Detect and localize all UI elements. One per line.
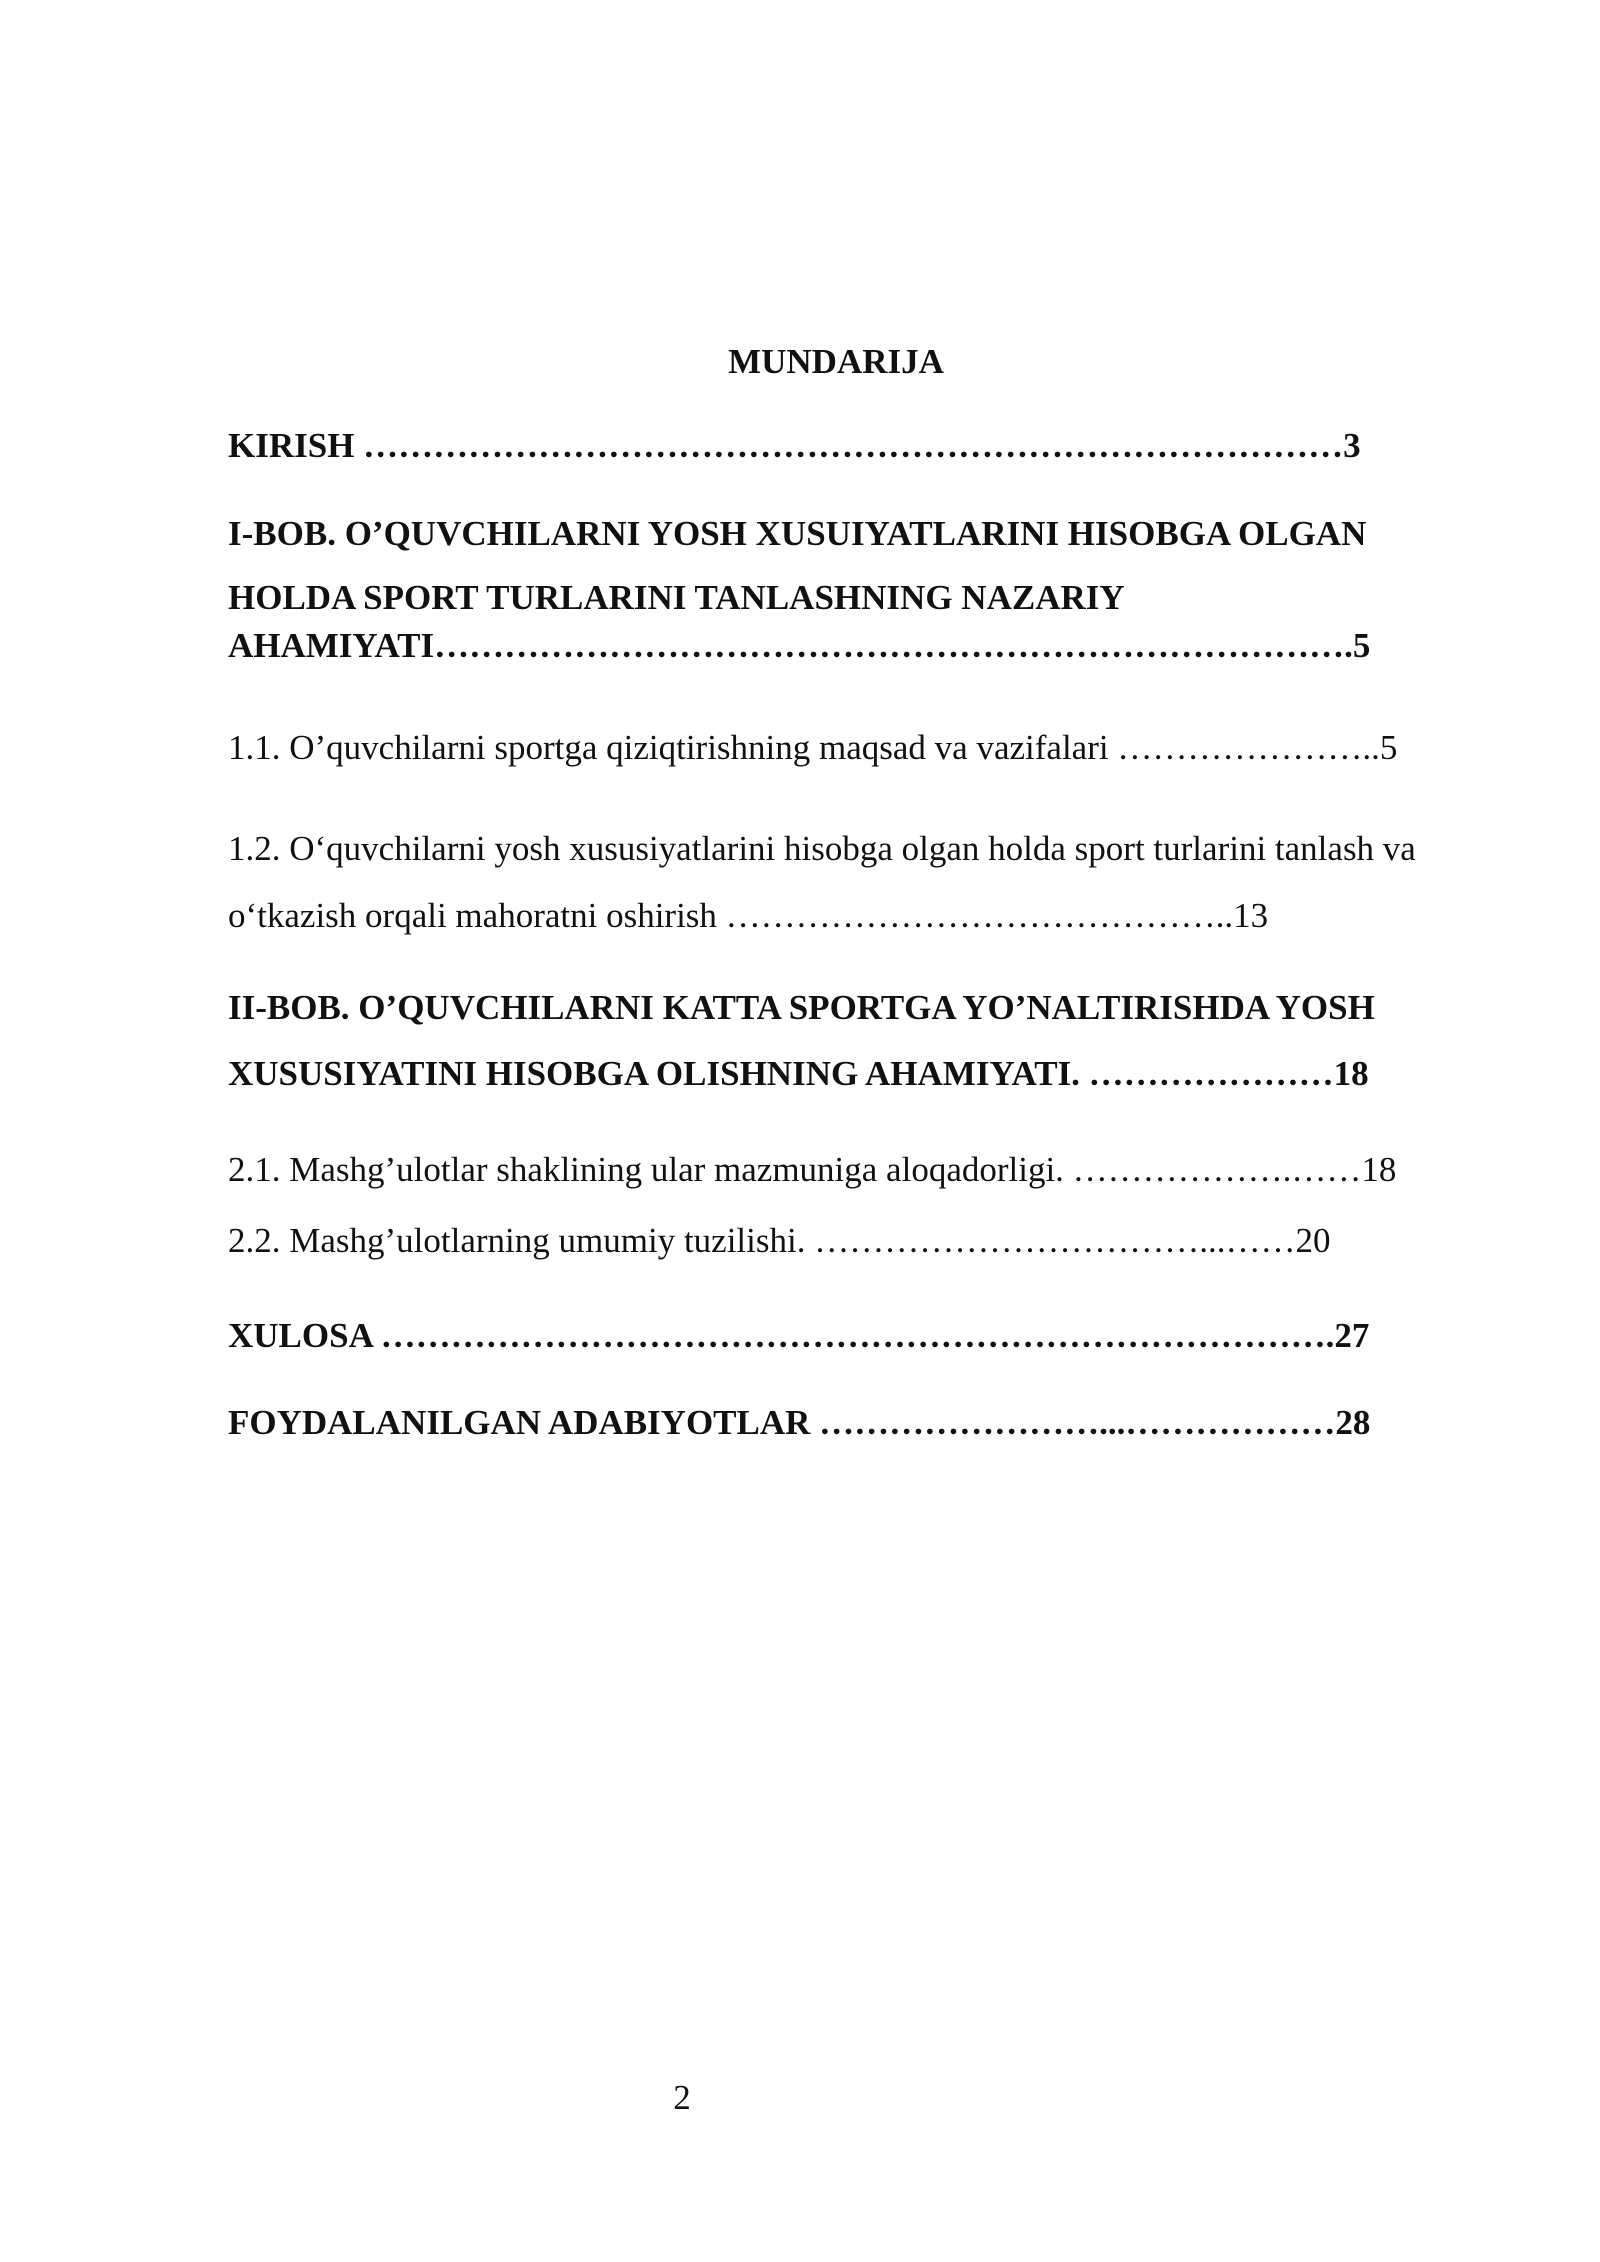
toc-entry-xulosa: XULOSA ……………………………………………………………………….27	[228, 1316, 1370, 1355]
page-number: 2	[673, 2078, 691, 2117]
toc-entry-1-2-line2: o‘tkazish orqali mahoratni oshirish ……………………………………..13	[228, 896, 1269, 935]
toc-entry-bob1-line1: I-BOB. O’QUVCHILARNI YOSH XUSUIYATLARINI HISOBGA OLGAN	[228, 514, 1367, 553]
toc-entry-1-1: 1.1. O’quvchilarni sportga qiziqtirishning maqsad va vazifalari …………………..5	[228, 728, 1398, 767]
toc-entry-bob2-line1: II-BOB. O’QUVCHILARNI KATTA SPORTGA YO’NALTIRISHDA YOSH	[228, 988, 1375, 1027]
toc-entry-1-2-line1: 1.2. O‘quvchilarni yosh xususiyatlarini hisobga olgan holda sport turlarini tanlash va	[228, 829, 1416, 868]
toc-entry-bob2-line2: XUSUSIYATINI HISOBGA OLISHNING AHAMIYATI. …………………18	[228, 1054, 1369, 1093]
toc-entry-adabiyotlar: FOYDALANILGAN ADABIYOTLAR ……………………...………………28	[228, 1403, 1371, 1442]
toc-title: MUNDARIJA	[728, 342, 944, 381]
toc-entry-bob1-line3: AHAMIYATI…………………………………………………………………….5	[228, 626, 1371, 665]
toc-entry-kirish: KIRISH …………………………………………………………………………3	[228, 426, 1361, 465]
toc-entry-2-1: 2.1. Mashg’ulotlar shaklining ular mazmuniga aloqadorligi. ……………….……18	[228, 1150, 1397, 1189]
toc-entry-2-2: 2.2. Mashg’ulotlarning umumiy tuzilishi. ……………………………...……20	[228, 1221, 1331, 1260]
toc-entry-bob1-line2: HOLDA SPORT TURLARINI TANLASHNING NAZARIY	[228, 578, 1125, 617]
